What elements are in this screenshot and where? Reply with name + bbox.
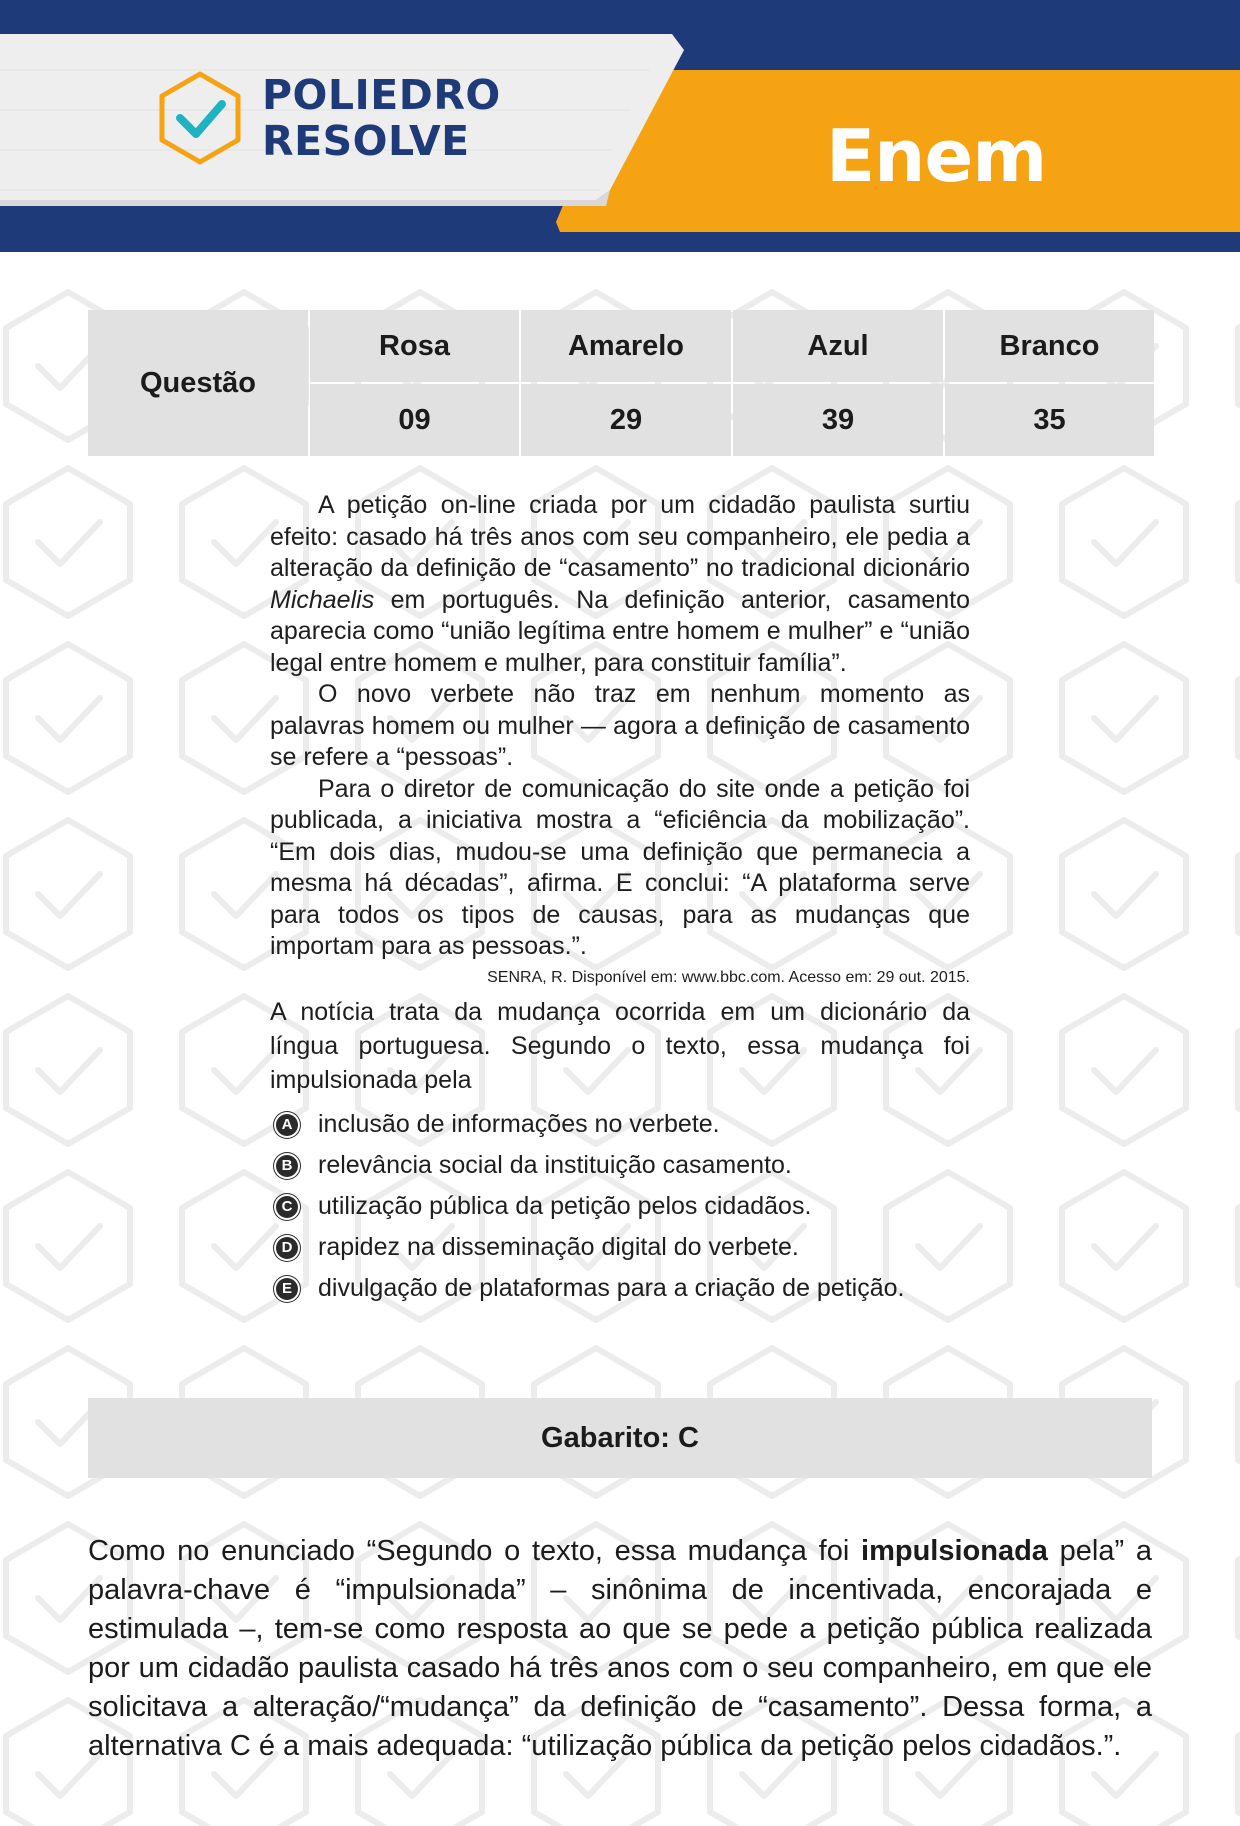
option-text-a: inclusão de informações no verbete.: [318, 1110, 720, 1139]
passage-paragraph-2: O novo verbete não traz em nenhum momento as palavras homem ou mulher — agora a definição de casamento se refere a “pessoas”.: [270, 680, 970, 771]
passage-p1-end: em português. Na definição anterior, casamento aparecia como “união legítima entre homem e mulher” e “união legal entre homem e mulher, para constituir família”.: [270, 585, 970, 677]
option-text-c: utilização pública da petição pelos cidadãos.: [318, 1192, 812, 1221]
column-header-amarelo: Amarelo: [521, 310, 731, 382]
brand-line-1: POLIEDRO: [262, 71, 501, 119]
option-e[interactable]: [270, 1269, 970, 1310]
question-table: [88, 310, 1152, 454]
option-letter-a: A: [276, 1114, 298, 1136]
brand-logo-text: [262, 72, 501, 164]
question-number-azul: 39: [733, 384, 943, 456]
option-letter-c: C: [276, 1196, 298, 1218]
answer-explanation: [88, 1532, 1152, 1766]
passage-paragraph-1: [270, 490, 970, 679]
explanation-part-2: pela” a palavra-chave é “impulsionada” – sinônima de incentivada, encorajada e estimulada –, tem-se como resposta ao que se pede a petição pública realizada por um cidadão paulista casado há três anos com o seu companheiro, em que ele solicitava a alteração/“mudança” da definição de “casamento”. Dessa forma, a alternativa C é a mais adequada: “utilização pública da petição pelos cidadãos.”.: [88, 1535, 1153, 1762]
option-a[interactable]: [270, 1105, 970, 1146]
answer-options: [270, 1105, 970, 1310]
page-header: [0, 0, 1240, 268]
option-d[interactable]: [270, 1228, 970, 1269]
question-label: Questão: [88, 310, 308, 456]
option-c[interactable]: [270, 1187, 970, 1228]
option-text-b: relevância social da instituição casamento.: [318, 1151, 792, 1180]
question-stem: A notícia trata da mudança ocorrida em um dicionário da língua portuguesa. Segundo o texto, essa mudança foi impulsionada pela: [270, 997, 970, 1094]
column-header-azul: Azul: [733, 310, 943, 382]
option-text-d: rapidez na disseminação digital do verbete.: [318, 1233, 799, 1262]
option-letter-e: E: [276, 1278, 298, 1300]
option-b[interactable]: [270, 1146, 970, 1187]
explanation-keyword: impulsionada: [861, 1535, 1048, 1567]
passage-p1-start: A petição on-line criada por um cidadão paulista surtiu efeito: casado há três anos com seu companheiro, ele pedia a alteração da definição de “casamento” no tradicional dicionário: [270, 491, 970, 582]
question-number-branco: 35: [945, 384, 1154, 456]
dictionary-name: Michaelis: [270, 585, 375, 614]
passage-source: SENRA, R. Disponível em: www.bbc.com. Acesso em: 29 out. 2015.: [487, 968, 970, 986]
exam-title: Enem: [826, 114, 1047, 198]
brand-line-2: RESOLVE: [262, 117, 470, 165]
column-header-rosa: Rosa: [310, 310, 519, 382]
explanation-part-1: Como no enunciado “Segundo o texto, essa mudança foi: [88, 1535, 862, 1567]
question-body: [270, 490, 970, 1310]
answer-key: Gabarito: C: [88, 1398, 1152, 1478]
option-letter-d: D: [276, 1237, 298, 1259]
passage-paragraph-3: Para o diretor de comunicação do site onde a petição foi publicada, a iniciativa mostra a “eficiência da mobilização”. “Em dois dias, mudou-se uma definição que permanecia a mesma há décadas”, afirma. E conclui: “A plataforma serve para todos os tipos de causas, para as mudanças que importam para as pessoas.”.: [270, 774, 970, 960]
question-number-rosa: 09: [310, 384, 519, 456]
question-number-amarelo: 29: [521, 384, 731, 456]
option-text-e: divulgação de plataformas para a criação de petição.: [318, 1274, 905, 1303]
option-letter-b: B: [276, 1155, 298, 1177]
column-header-branco: Branco: [945, 310, 1154, 382]
